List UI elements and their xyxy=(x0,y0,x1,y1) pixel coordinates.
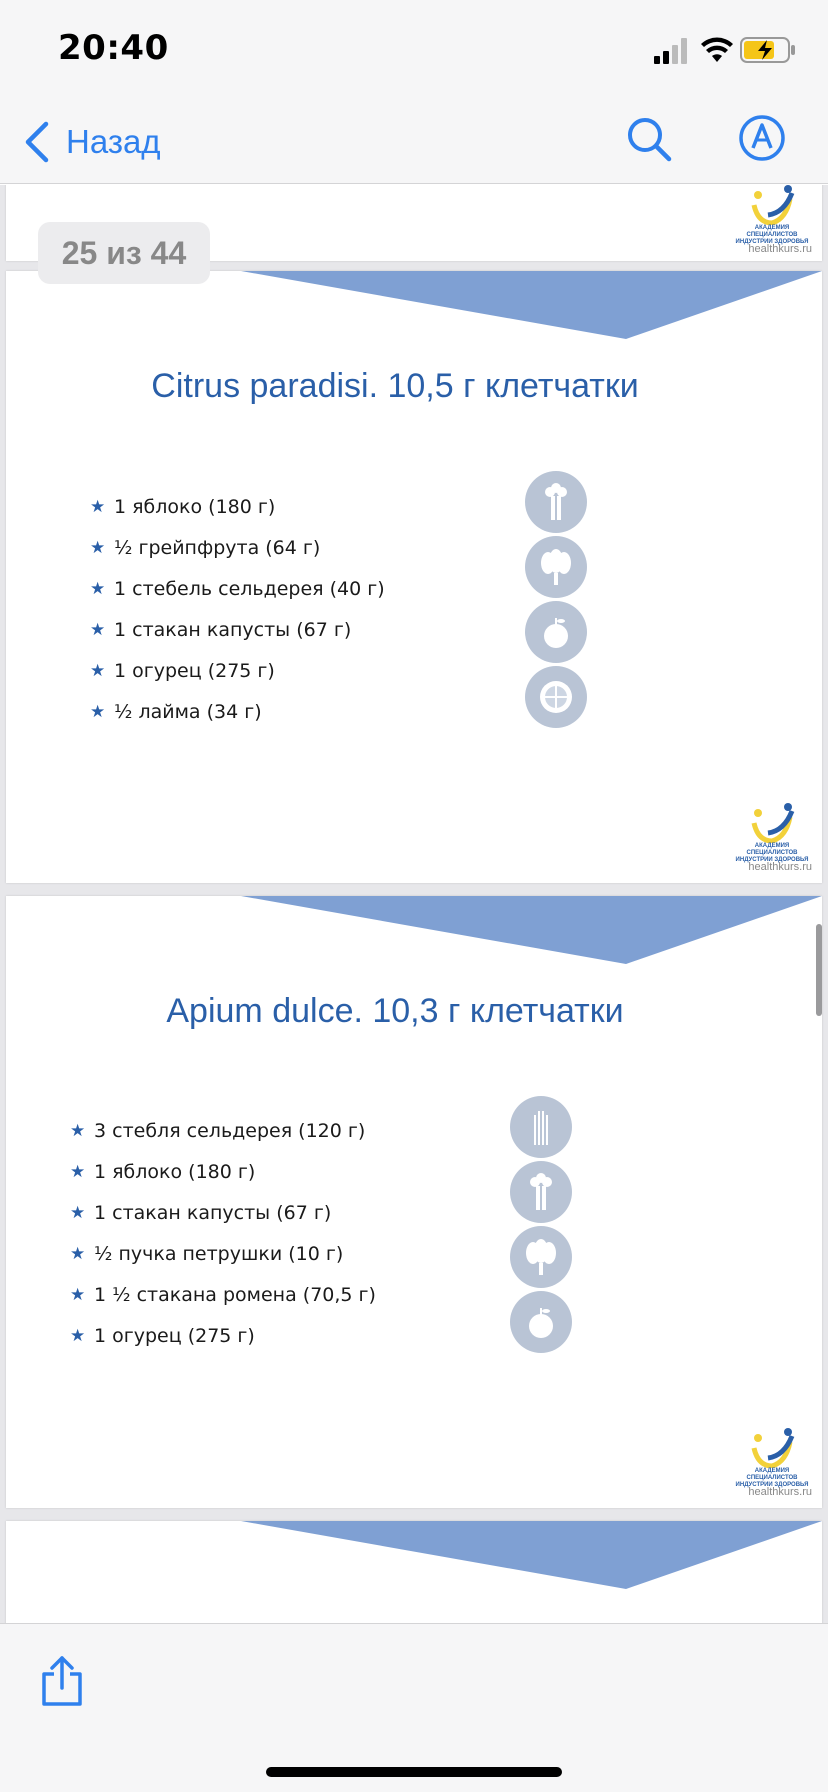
battery-charging-icon xyxy=(740,36,796,64)
list-item: ★ 1 яблоко (180 г) xyxy=(90,495,276,518)
logo-caption: АКАДЕМИЯ СПЕЦИАЛИСТОВ ИНДУСТРИИ ЗДОРОВЬЯ xyxy=(735,1468,809,1488)
logo-figure-icon xyxy=(748,1428,796,1468)
celery-icon xyxy=(510,1161,572,1223)
list-item: ★ 1 ½ стакана ромена (70,5 г) xyxy=(70,1283,376,1306)
header-banner xyxy=(6,896,822,966)
wifi-icon xyxy=(700,36,734,64)
markup-pen-icon[interactable] xyxy=(738,114,786,162)
list-item: ★ 1 огурец (275 г) xyxy=(90,659,275,682)
page-counter-badge: 25 из 44 xyxy=(38,222,210,284)
pdf-page xyxy=(6,271,822,883)
star-bullet-icon: ★ xyxy=(90,619,106,640)
star-bullet-icon: ★ xyxy=(70,1120,86,1141)
list-item: ★ 1 яблоко (180 г) xyxy=(70,1160,256,1183)
back-button[interactable] xyxy=(24,118,161,166)
bottom-toolbar xyxy=(0,1623,828,1792)
logo-figure-icon xyxy=(748,803,796,843)
kale-icon xyxy=(525,536,587,598)
ingredient-icons xyxy=(525,471,587,731)
star-bullet-icon: ★ xyxy=(70,1325,86,1346)
slide-title: Apium dulce. 10,3 г клетчатки xyxy=(166,992,624,1030)
status-bar xyxy=(0,0,828,100)
back-label: Назад xyxy=(66,123,161,160)
list-item: ★ ½ грейпфрута (64 г) xyxy=(90,536,321,559)
star-bullet-icon: ★ xyxy=(90,701,106,722)
leek-icon xyxy=(510,1096,572,1158)
slide-title: Citrus paradisi. 10,5 г клетчатки xyxy=(151,367,639,405)
list-item: ★ 1 стебель сельдерея (40 г) xyxy=(90,577,385,600)
citrus-icon xyxy=(525,666,587,728)
star-bullet-icon: ★ xyxy=(90,660,106,681)
home-indicator[interactable] xyxy=(266,1767,562,1777)
list-item: ★ ½ лайма (34 г) xyxy=(90,700,262,723)
ingredient-list xyxy=(90,486,385,732)
apple-icon xyxy=(510,1291,572,1353)
logo-url: healthkurs.ru xyxy=(748,861,812,873)
logo-url: healthkurs.ru xyxy=(748,243,812,255)
academy-logo xyxy=(732,1428,812,1500)
list-item: ★ ½ пучка петрушки (10 г) xyxy=(70,1242,344,1265)
list-item: ★ 1 огурец (275 г) xyxy=(70,1324,255,1347)
document-viewer[interactable] xyxy=(0,185,828,1623)
star-bullet-icon: ★ xyxy=(90,496,106,517)
ingredient-list xyxy=(70,1110,376,1356)
pdf-page xyxy=(6,1521,822,1623)
star-bullet-icon: ★ xyxy=(90,537,106,558)
logo-figure-icon xyxy=(748,185,796,225)
status-time: 20:40 xyxy=(58,28,169,68)
kale-icon xyxy=(510,1226,572,1288)
star-bullet-icon: ★ xyxy=(90,578,106,599)
academy-logo xyxy=(732,185,812,257)
star-bullet-icon: ★ xyxy=(70,1202,86,1223)
scrollbar-thumb[interactable] xyxy=(816,924,822,1016)
star-bullet-icon: ★ xyxy=(70,1161,86,1182)
list-item: ★ 1 стакан капусты (67 г) xyxy=(90,618,352,641)
header-banner xyxy=(6,1521,822,1591)
star-bullet-icon: ★ xyxy=(70,1284,86,1305)
cellular-signal-icon xyxy=(654,38,690,64)
chevron-left-icon xyxy=(24,121,50,163)
pdf-page xyxy=(6,896,822,1508)
share-icon[interactable] xyxy=(40,1654,84,1708)
academy-logo xyxy=(732,803,812,875)
logo-caption: АКАДЕМИЯ СПЕЦИАЛИСТОВ ИНДУСТРИИ ЗДОРОВЬЯ xyxy=(735,225,809,245)
list-item: ★ 3 стебля сельдерея (120 г) xyxy=(70,1119,366,1142)
celery-icon xyxy=(525,471,587,533)
apple-icon xyxy=(525,601,587,663)
logo-caption: АКАДЕМИЯ СПЕЦИАЛИСТОВ ИНДУСТРИИ ЗДОРОВЬЯ xyxy=(735,843,809,863)
star-bullet-icon: ★ xyxy=(70,1243,86,1264)
logo-url: healthkurs.ru xyxy=(748,1486,812,1498)
navigation-bar xyxy=(0,100,828,184)
search-icon[interactable] xyxy=(626,116,672,162)
ingredient-icons xyxy=(510,1096,572,1356)
list-item: ★ 1 стакан капусты (67 г) xyxy=(70,1201,332,1224)
